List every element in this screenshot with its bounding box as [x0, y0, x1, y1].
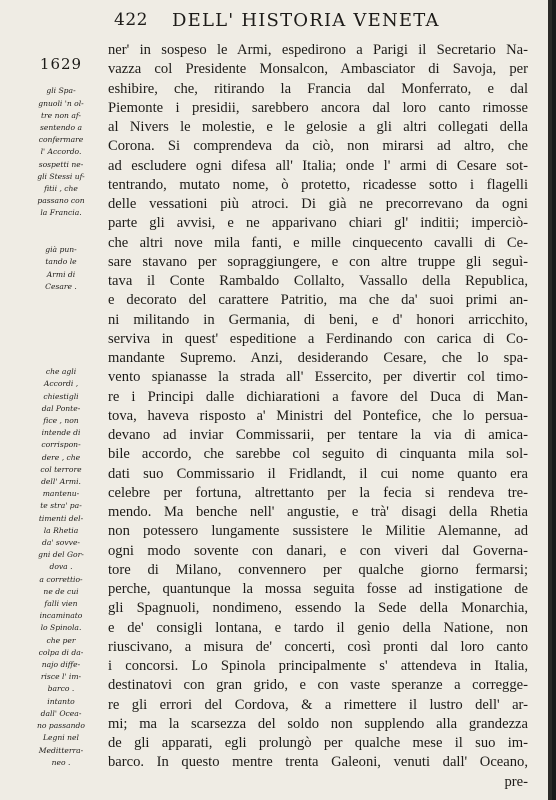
text-line: non potessero lungamente sussistere le Militie Alemanne, ad: [108, 523, 528, 540]
margin-note-text: già pun- tando le Armi di Cesare .: [45, 245, 77, 291]
text-line: perche, quantunque la mossa seguita fosse ad instigatione de: [108, 581, 528, 597]
text-line: barco. In questo mentre trenta Galeoni, venuti dall' Oceano,: [108, 754, 528, 771]
text-line: delle vessationi più atroci. Di già ne precorrevano da ogni: [108, 196, 528, 212]
text-line: Piemonte i presidii, sarebbero ancora dal loro canto rimosse: [108, 99, 528, 116]
body-text: [108, 41, 528, 792]
text-line: mendo. Ma benche nell' angustie, e trà' disagi della Rhetia: [108, 504, 528, 520]
margin-note: [18, 354, 104, 769]
text-line: e de' consigli lontana, e tardo il genio della Natione, non: [108, 619, 528, 636]
text-line: i concorsi. Lo Spinola principalmente s' attendeva in Italia,: [108, 658, 528, 674]
text-line: tava il Conte Rambaldo Collalto, Vassallo della Republica,: [108, 273, 528, 289]
margin-note: [18, 232, 104, 293]
text-line: de gli apparati, egli prolungò per qualche mese il suo im-: [108, 735, 528, 751]
text-line: tova, haveva risposto a' Ministri del Pontefice, che lo persua-: [108, 407, 528, 424]
text-line: vento spianasse la strada all' Essercito, per divertir col timo-: [108, 369, 528, 386]
text-line: tentrando, mutato nome, ò protetto, ricadesse sotto i flagelli: [108, 176, 528, 193]
text-line: pre-: [504, 773, 528, 790]
text-line: tore di Milano, convennero per qualche giorno fermarsi;: [108, 561, 528, 578]
text-line: al Nivers le molestie, e le gelosie a gli altri collegati della: [108, 119, 528, 135]
text-line: dati suo Commissario il Fridlandt, il cui nome quanto era: [108, 465, 528, 482]
text-line: Corona. Si comprendeva da ciò, non mirarsi ad altro, che: [108, 138, 528, 155]
text-line: sare stavano per sopraggiungere, e con altre truppe gli seguì-: [108, 253, 528, 270]
text-line: riuscivano, a misura de' concerti, così pronti dal loro canto: [108, 638, 528, 655]
text-line: ogni modo sovente con danari, e con viveri dal Governa-: [108, 542, 528, 559]
text-line: vazza col Presidente Monsalcon, Ambasciator di Savoja, per: [108, 61, 528, 78]
text-line: eshibire, che, ritirando la Francia dal Monferrato, e dal: [108, 80, 528, 97]
text-line: e decorato del carattere Patritio, ma che da' suoi primi an-: [108, 292, 528, 309]
text-line: ner' in sospeso le Armi, espedirono a Parigi il Secretario Na-: [108, 42, 528, 58]
margin-note-year: 1629: [39, 55, 83, 74]
page-number: 422: [114, 10, 148, 30]
text-line: serviva in quest' espeditione a Ferdinando con carica di Co-: [108, 330, 528, 347]
margin-note-text: gli Spa- gnuoli 'n ol- tre non af- sentendo a confermare l' Accordo. sospetti ne- gli Stessi uf- fitii , che passano con la Francia.: [37, 86, 85, 218]
text-line: destinatovi con gran grido, e con vaste speranze a corregge-: [108, 677, 528, 694]
text-line: ni militando in Germania, di beni, e d' honori arricchito,: [108, 311, 528, 328]
text-line: bile accordo, che sarebbe col seguito di cinquanta mila sol-: [108, 446, 528, 463]
text-line: celebre per fortuna, altrettanto per la fecia si rendeva tre-: [108, 484, 528, 501]
text-line: parte gli avvisi, e ne apparivano chiari gl' inditii; imperciò-: [108, 215, 528, 232]
text-line: mandante Supremo. Anzi, desiderando Cesare, che lo spa-: [108, 350, 528, 366]
page-header: [0, 10, 552, 36]
margin-note-text: che agli Accordi , chiestigli dal Ponte- fice , non intende di corrispon- dere , che col terrore dell' Armi. mantenu- te stra' pa- timenti del- la Rhetia da' sovve- gni del Gor- dova . a correttio- ne de cui falli vien incaminato lo Spinola. che per colpa di da- najo diffe- risce l' im- barco . intanto dall' Ocea- no passando Legni nel Meditterra- neo .: [37, 367, 85, 767]
text-line: gli Spagnuoli, nondimeno, essendo la Sede della Monarchia,: [108, 600, 528, 617]
text-line: devano ad inviar Commissarii, per tentare la via di amica-: [108, 427, 528, 443]
text-line: re gli errori del Cordova, & a rimettere il lustro dell' ar-: [108, 696, 528, 713]
margin-note: [18, 44, 104, 220]
text-line: mi; ma la scarsezza del soldo non supplendo alla grandezza: [108, 715, 528, 732]
text-line: re i Principi dalle dichiarationi a favore del Duca di Man-: [108, 388, 528, 405]
text-line: che altri nove mila fanti, e mille cinquecento cavalli di Ce-: [108, 234, 528, 251]
page-edge-shadow: [548, 0, 552, 800]
text-line: ad escludere ogni difesa all' Italia; onde l' armi di Cesare sot-: [108, 157, 528, 174]
running-head: DELL' HISTORIA VENETA: [172, 10, 440, 31]
